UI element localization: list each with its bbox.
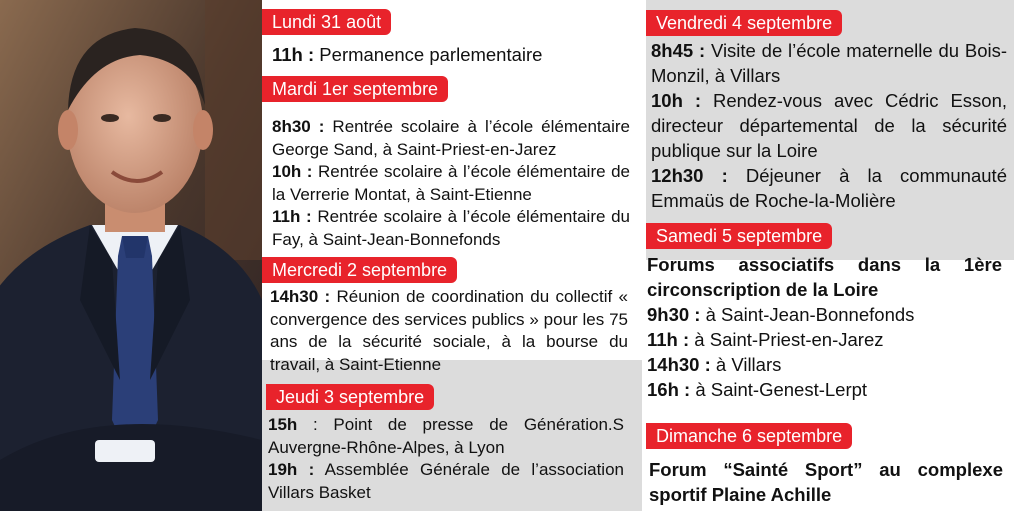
- heading-thursday: Jeudi 3 septembre: [266, 384, 434, 410]
- entry-text: Déjeuner à la communauté Emmaüs de Roche-la-Molière: [651, 165, 1007, 211]
- entry-text: à Saint-Genest-Lerpt: [690, 379, 868, 400]
- entry-time: 9h30 :: [647, 304, 701, 325]
- entry-time: 11h :: [272, 44, 315, 65]
- friday-agenda: [651, 38, 1007, 213]
- entry-text: Réunion de coordination du collectif « convergence des services publics » pour les 75 ans de la sécurité sociale, à la bourse du travail, à Saint-Etienne: [270, 287, 628, 374]
- portrait-photo: [0, 0, 262, 511]
- entry-text: Permanence parlementaire: [314, 44, 543, 65]
- entry-time: 11h :: [647, 329, 690, 350]
- entry-text: Rentrée scolaire à l’école élémentaire du Fay, à Saint-Jean-Bonnefonds: [272, 207, 630, 249]
- entry-time: 11h :: [272, 207, 312, 226]
- entry-text: : Point de presse de Génération.S Auvergne-Rhône-Alpes, à Lyon: [268, 415, 624, 457]
- heading-sunday: Dimanche 6 septembre: [646, 423, 852, 449]
- entry-text: Visite de l’école maternelle du Bois-Monzil, à Villars: [651, 40, 1008, 86]
- wednesday-agenda: [270, 286, 628, 376]
- entry-time: 12h30 :: [651, 165, 728, 186]
- portrait-illustration: [0, 0, 262, 511]
- entry-text: à Saint-Priest-en-Jarez: [689, 329, 884, 350]
- entry-time: 15h: [268, 415, 298, 434]
- saturday-agenda: [647, 252, 1002, 402]
- entry-time: 19h :: [268, 460, 315, 479]
- heading-friday: Vendredi 4 septembre: [646, 10, 842, 36]
- heading-tuesday: Mardi 1er septembre: [262, 76, 448, 102]
- sunday-agenda: [649, 457, 1003, 507]
- monday-agenda: [272, 42, 632, 67]
- thursday-agenda: [268, 414, 624, 504]
- entry-time: 14h30 :: [270, 287, 331, 306]
- entry-text: à Saint-Jean-Bonnefonds: [700, 304, 915, 325]
- entry-text: à Villars: [710, 354, 782, 375]
- entry-time: 10h :: [651, 90, 702, 111]
- heading-monday: Lundi 31 août: [262, 9, 391, 35]
- sunday-text: Forum “Sainté Sport” au complexe sportif Plaine Achille: [649, 459, 1003, 505]
- entry-text: Rendez-vous avec Cédric Esson, directeur départemental de la sécurité publique sur la Loire: [651, 90, 1007, 161]
- entry-text: Assemblée Générale de l’association Villars Basket: [268, 460, 624, 502]
- entry-time: 10h :: [272, 162, 313, 181]
- entry-time: 8h30 :: [272, 117, 325, 136]
- entry-time: 14h30 :: [647, 354, 711, 375]
- entry-time: 16h :: [647, 379, 691, 400]
- entry-time: 8h45 :: [651, 40, 706, 61]
- heading-saturday: Samedi 5 septembre: [646, 223, 832, 249]
- entry-text: Rentrée scolaire à l’école élémentaire George Sand, à Saint-Priest-en-Jarez: [272, 117, 630, 159]
- heading-wednesday: Mercredi 2 septembre: [262, 257, 457, 283]
- tuesday-agenda: [272, 116, 630, 251]
- saturday-intro: Forums associatifs dans la 1ère circonscription de la Loire: [647, 254, 1002, 300]
- entry-text: Rentrée scolaire à l’école élémentaire de la Verrerie Montat, à Saint-Etienne: [272, 162, 630, 204]
